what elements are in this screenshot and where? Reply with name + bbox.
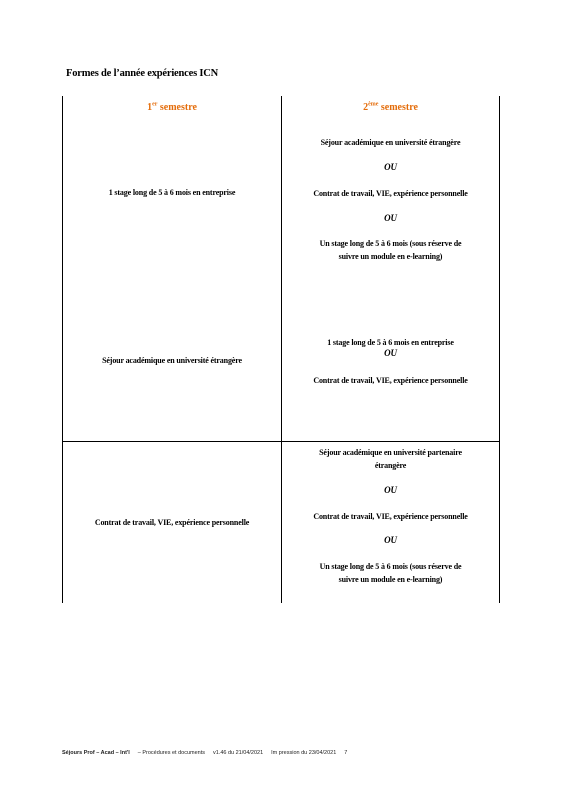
row3-or-2: OU [384, 535, 397, 545]
row2-semester-1: Séjour académique en université étrangère [102, 356, 242, 365]
header-semester-1 [63, 102, 281, 113]
footer-document-ref: Séjours Prof – Acad – Int'l [62, 750, 130, 756]
row1-semester-2-option-1: Séjour académique en université étrangère [320, 138, 461, 147]
experiences-table [62, 96, 500, 603]
header-semester-2 [282, 102, 499, 113]
footer-version: v1.46 du 21/04/2021 [213, 750, 264, 756]
semester-2-suffix: ème [368, 101, 379, 108]
page-footer [62, 750, 347, 756]
row1-semester-2-option-2: Contrat de travail, VIE, expérience personnelle [313, 189, 468, 198]
semester-1-number: 1 [147, 102, 153, 113]
row-divider [63, 441, 499, 442]
footer-print-date: Im pression du 23/04/2021 [271, 750, 337, 756]
row2-semester-2-option-2: Contrat de travail, VIE, expérience personnelle [313, 376, 468, 385]
row3-or-1: OU [384, 485, 397, 495]
semester-1-label: semestre [159, 102, 197, 113]
row3-semester-2-option-2: Contrat de travail, VIE, expérience personnelle [313, 512, 468, 521]
row3-semester-2-option-3-line1: Un stage long de 5 à 6 mois (sous réserve de [319, 562, 462, 571]
page-title: Formes de l’année expériences ICN [66, 68, 219, 79]
row1-semester-2-option-3-line1: Un stage long de 5 à 6 mois (sous réserve de [319, 239, 462, 248]
row2-semester-2-option-1: 1 stage long de 5 à 6 mois en entreprise [327, 338, 454, 347]
semester-2-number: 2 [363, 102, 369, 113]
row1-semester-2-option-3-line2: suivre un module en e-learning) [338, 252, 443, 261]
semester-1-suffix: er [152, 101, 158, 108]
footer-section: – Procédures et documents [137, 750, 205, 756]
semester-2-label: semestre [380, 102, 418, 113]
row3-semester-2-option-1-line2: étrangère [374, 461, 407, 470]
row2-or: OU [384, 348, 397, 358]
row3-semester-2-option-3-line2: suivre un module en e-learning) [338, 575, 443, 584]
row3-semester-2-option-1-line1: Séjour académique en université partenaire [319, 448, 462, 457]
row1-or-2: OU [384, 213, 397, 223]
row1-semester-1: 1 stage long de 5 à 6 mois en entreprise [108, 188, 236, 197]
row1-or-1: OU [384, 162, 397, 172]
footer-page-number: 7 [344, 750, 348, 756]
row3-semester-1: Contrat de travail, VIE, expérience personnelle [94, 518, 250, 527]
